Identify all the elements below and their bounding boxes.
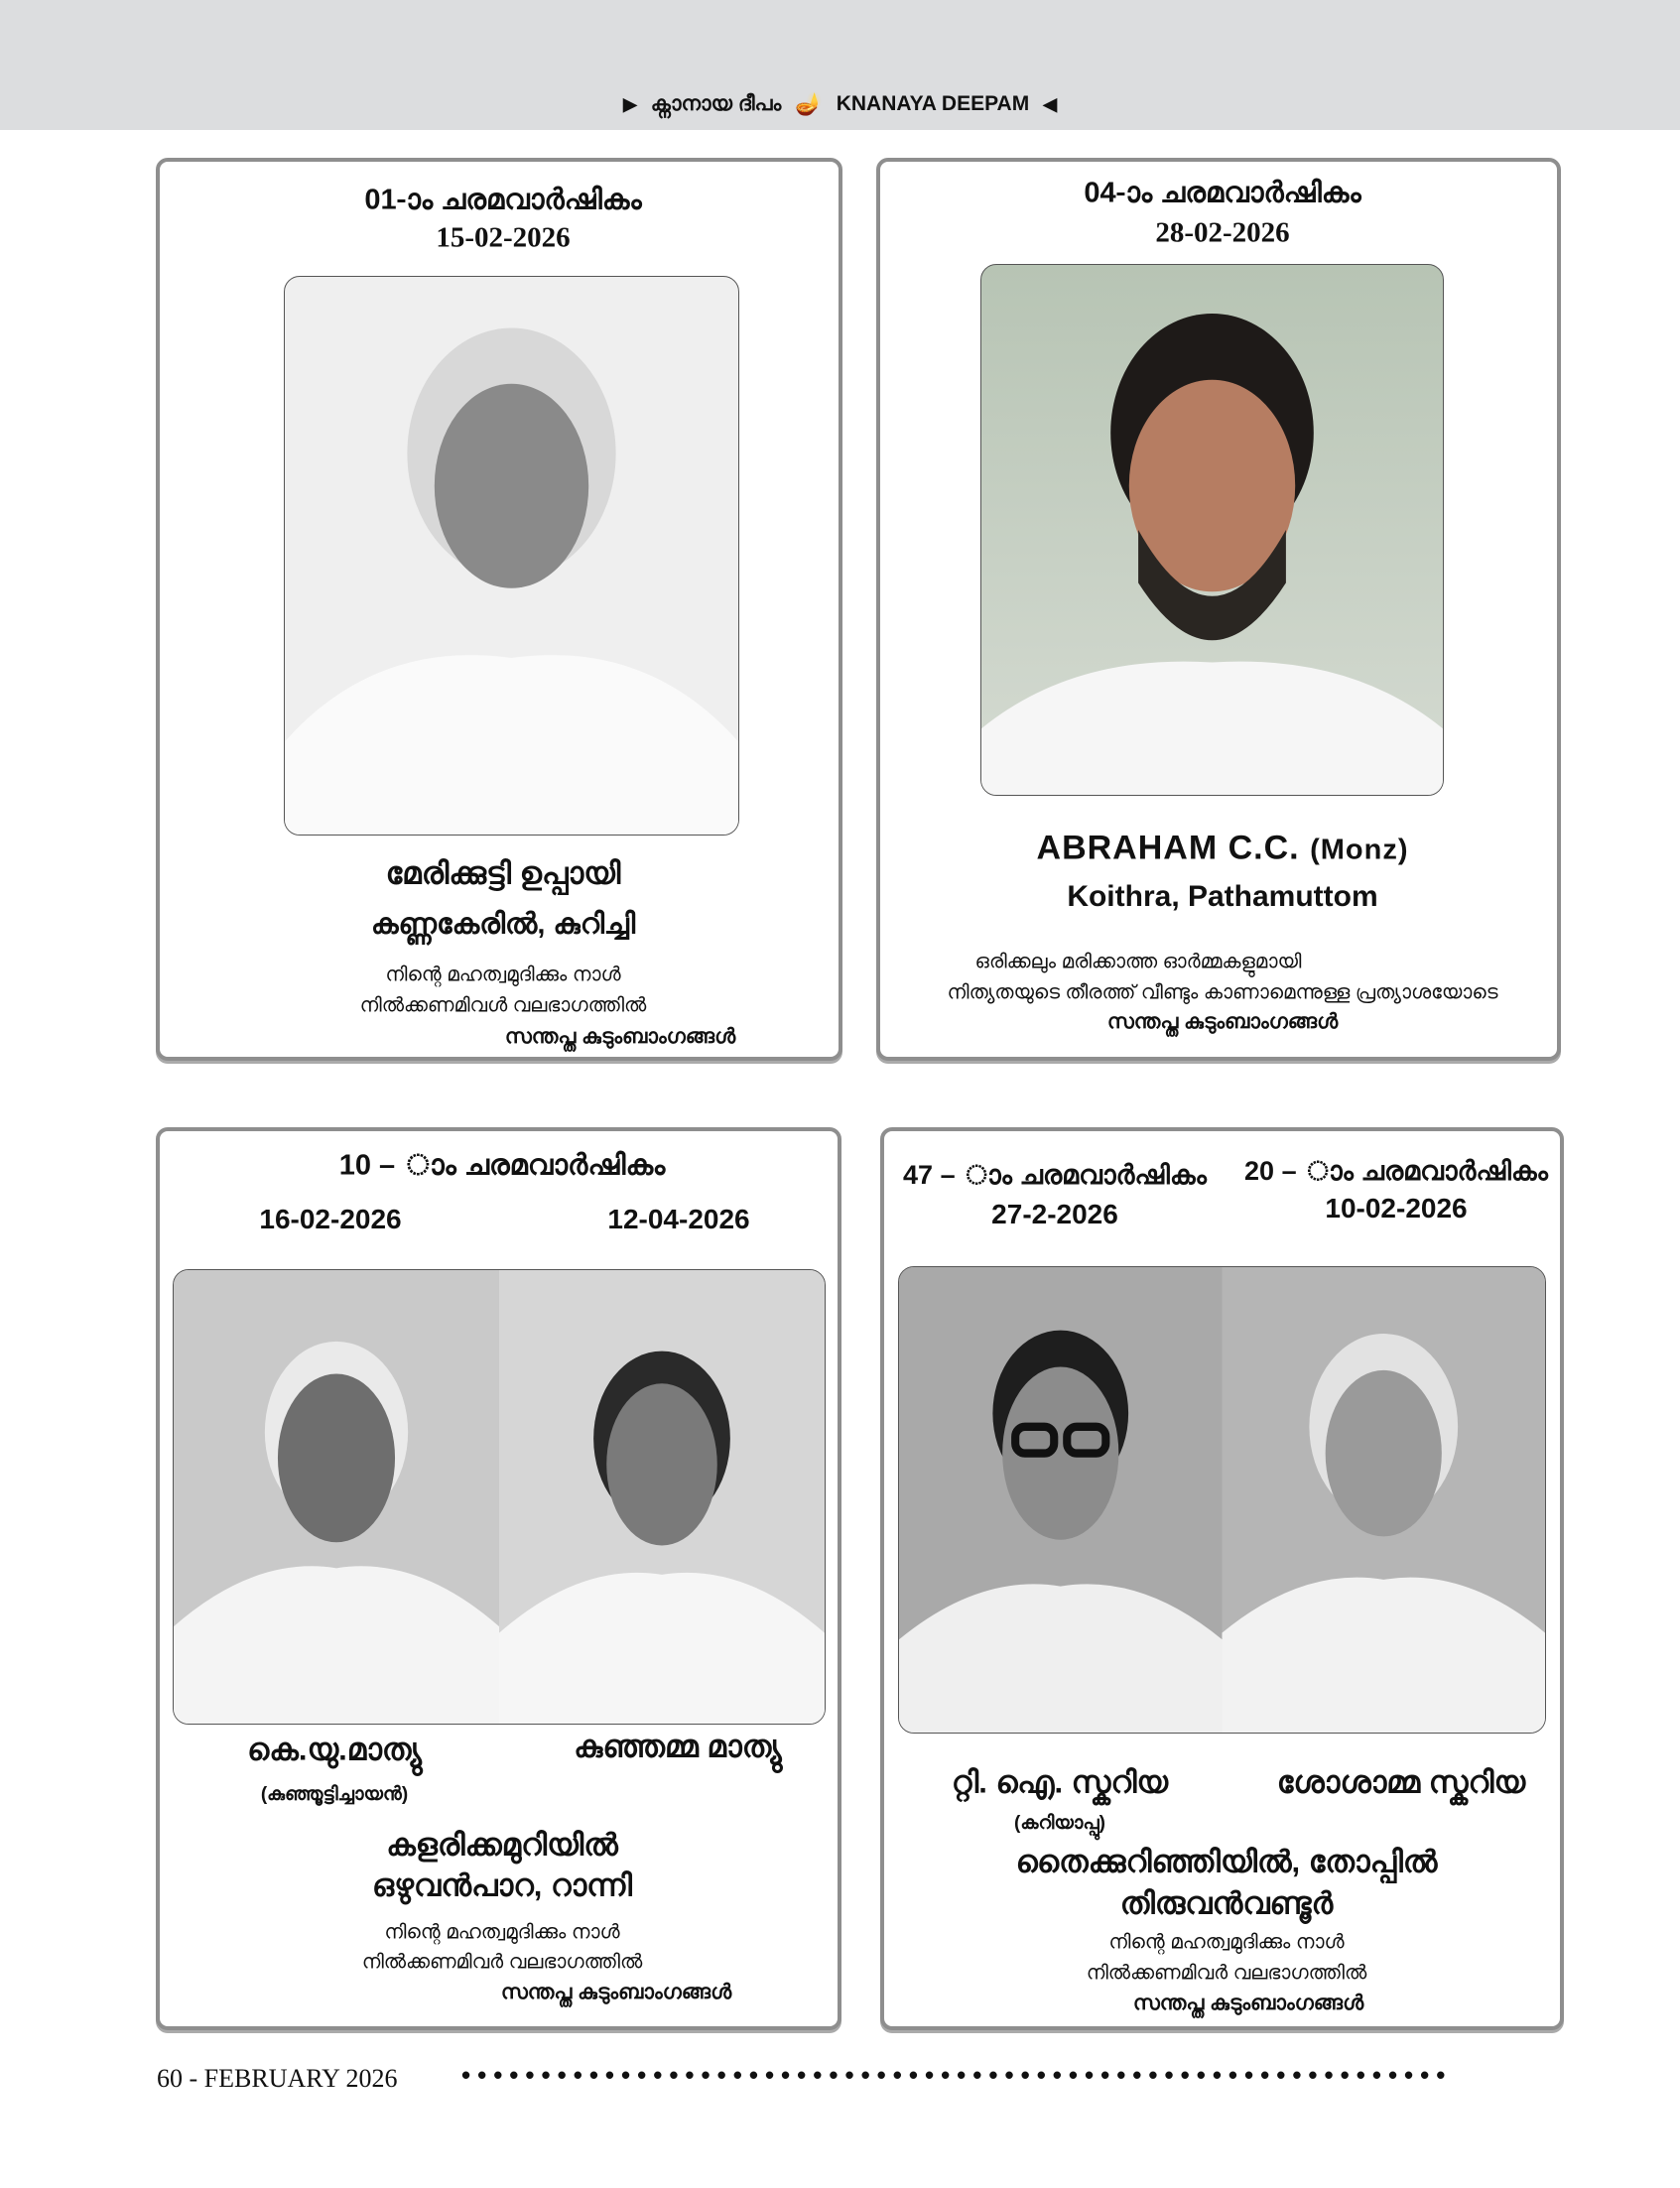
family-place: ഒഴുവൻപാറ, റാന്നി bbox=[371, 1867, 633, 1903]
family-signature: സന്തപ്ത കുടുംബാംഗങ്ങൾ bbox=[1132, 1992, 1364, 2014]
family-house: തൈക്കുറിഞ്ഞിയിൽ, തോപ്പിൽ bbox=[1015, 1844, 1438, 1879]
header-title-en: KNANAYA DEEPAM bbox=[836, 92, 1030, 115]
lamp-logo-icon: 🪔 bbox=[795, 91, 823, 116]
anniversary-title: 10 – ാം ചരമവാർഷികം bbox=[338, 1149, 666, 1182]
anniversary-date: 15-02-2026 bbox=[436, 221, 571, 254]
issue-date: FEBRUARY 2026 bbox=[203, 2064, 398, 2093]
anniversary-title-2: 20 – ാം ചരമവാർഷികം bbox=[1244, 1156, 1548, 1186]
deceased-name-1: റ്റി. ഐ. സ്കറിയ bbox=[951, 1764, 1169, 1800]
page-number: 60 - bbox=[157, 2064, 198, 2093]
deceased-name: മേരിക്കുട്ടി ഉപ്പായി bbox=[385, 855, 621, 891]
couple-portrait-photo bbox=[173, 1269, 826, 1725]
verse-line-1: ഒരിക്കലും മരിക്കാത്ത ഓർമ്മകളുമായി bbox=[974, 951, 1302, 973]
obituary-card-2 bbox=[876, 158, 1561, 1061]
family-signature: സന്തപ്ത കുടുംബാംഗങ്ങൾ bbox=[500, 1981, 732, 2003]
family-house: Koithra, Pathamuttom bbox=[1067, 880, 1378, 913]
anniversary-date-2: 10-02-2026 bbox=[1325, 1193, 1468, 1223]
right-triangle-icon: ▶ bbox=[622, 93, 637, 114]
header-title-ml: ക്നാനായ ദീപം bbox=[650, 92, 782, 115]
family-house: കണ്ണകേരിൽ, കുറിച്ചി bbox=[370, 908, 636, 941]
left-triangle-icon: ◀ bbox=[1043, 93, 1058, 114]
anniversary-title: 01-ാം ചരമവാർഷികം bbox=[364, 184, 642, 216]
anniversary-date-2: 12-04-2026 bbox=[607, 1204, 750, 1234]
anniversary-date-1: 27-2-2026 bbox=[991, 1199, 1118, 1229]
couple-portrait-photo bbox=[898, 1266, 1546, 1734]
verse-line-1: നിന്റെ മഹത്വമുദിക്കും നാൾ bbox=[384, 1921, 620, 1944]
page-footer bbox=[157, 2064, 397, 2094]
obituary-card-1 bbox=[156, 158, 842, 1061]
verse-line-2: നിൽക്കണമിവൾ വലഭാഗത്തിൽ bbox=[359, 994, 647, 1017]
anniversary-title: 04-ാം ചരമവാർഷികം bbox=[1084, 177, 1361, 209]
verse-line-2: നിത്യതയുടെ തീരത്ത് വീണ്ടും കാണാമെന്നുള്ള പ്രത്യാശയോടെ bbox=[947, 981, 1498, 1004]
family-signature: സന്തപ്ത കുടുംബാംഗങ്ങൾ bbox=[504, 1025, 736, 1048]
deceased-name bbox=[1037, 830, 1409, 868]
family-place: തിരുവൻവണ്ടൂർ bbox=[1119, 1885, 1334, 1921]
nickname: (Monz) bbox=[1310, 834, 1409, 866]
anniversary-date-1: 16-02-2026 bbox=[259, 1204, 402, 1234]
anniversary-date: 28-02-2026 bbox=[1155, 216, 1290, 249]
nickname: (കറിയാപ്പു) bbox=[1014, 1813, 1105, 1834]
family-signature: സന്തപ്ത കുടുംബാംഗങ്ങൾ bbox=[1106, 1010, 1339, 1033]
deceased-name-1: കെ.യു.മാത്യു bbox=[247, 1732, 422, 1767]
verse-line-2: നിൽക്കണമിവർ വലഭാഗത്തിൽ bbox=[1086, 1962, 1367, 1985]
verse-line-2: നിൽക്കണമിവർ വലഭാഗത്തിൽ bbox=[361, 1951, 643, 1974]
deceased-name-text: ABRAHAM C.C. bbox=[1036, 829, 1300, 867]
deceased-name-2: കുഞ്ഞമ്മ മാത്യു bbox=[574, 1729, 782, 1764]
verse-line-1: നിന്റെ മഹത്വമുദിക്കും നാൾ bbox=[1108, 1931, 1345, 1954]
nickname: (കുഞ്ഞൂട്ടിച്ചായൻ) bbox=[260, 1784, 409, 1805]
deceased-name-2: ശോശാമ്മ സ്കറിയ bbox=[1276, 1764, 1526, 1800]
family-house: കളരിക്കമുറിയിൽ bbox=[386, 1827, 618, 1863]
portrait-photo bbox=[284, 276, 739, 836]
magazine-header bbox=[0, 0, 1680, 130]
obituary-card-4 bbox=[880, 1127, 1564, 2030]
portrait-photo bbox=[980, 264, 1444, 796]
obituary-card-3 bbox=[156, 1127, 841, 2030]
verse-line-1: നിന്റെ മഹത്വമുദിക്കും നാൾ bbox=[385, 964, 621, 986]
anniversary-title-1: 47 – ാം ചരമവാർഷികം bbox=[903, 1160, 1207, 1190]
footer-dot-leader: •••••••••••••••••••••••••••••••••••••••••••••••••••••••••••••• bbox=[461, 2060, 1453, 2090]
